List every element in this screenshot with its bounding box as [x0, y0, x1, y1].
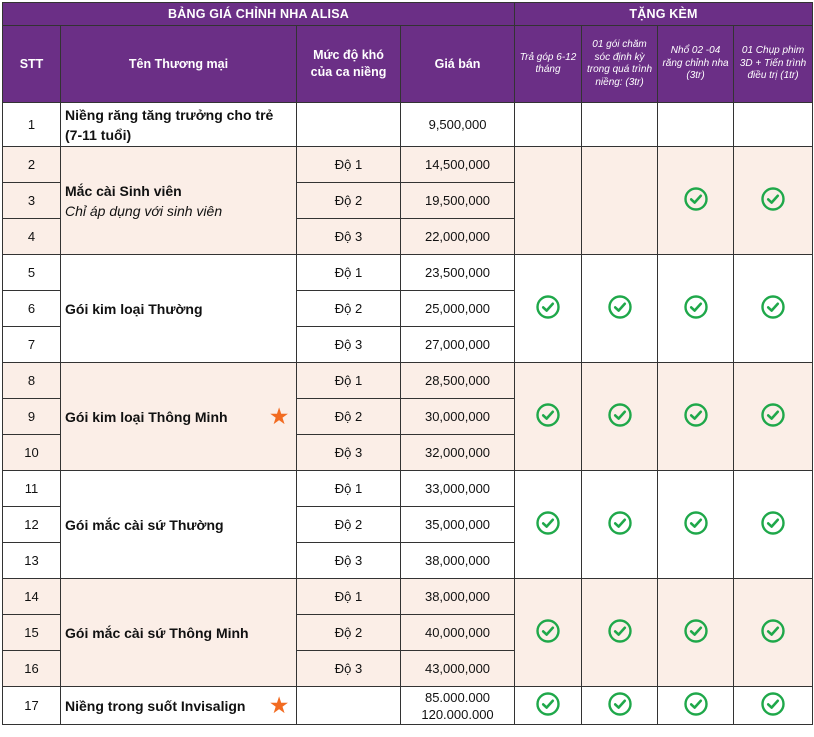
table-row [3, 687, 813, 725]
price-cell: 40,000,000 [401, 615, 515, 651]
price-cell: 28,500,000 [401, 363, 515, 399]
product-name-cell [61, 103, 297, 147]
price-line: 120.000.000 [421, 706, 494, 722]
check-circle-icon [536, 692, 560, 716]
level-cell [297, 103, 401, 147]
col-level-header [297, 26, 401, 103]
stt-cell: 1 [3, 103, 61, 147]
gift-3d-scan-cell [734, 471, 813, 579]
check-circle-icon [608, 619, 632, 643]
check-circle-icon [761, 187, 785, 211]
level-cell: Độ 1 [297, 579, 401, 615]
check-circle-icon [684, 511, 708, 535]
level-cell: Độ 2 [297, 615, 401, 651]
price-cell: 38,000,000 [401, 579, 515, 615]
price-cell: 38,000,000 [401, 543, 515, 579]
table-row [3, 255, 813, 291]
stt-cell: 2 [3, 147, 61, 183]
check-circle-icon [536, 511, 560, 535]
product-name: Mắc cài Sinh viên [65, 182, 182, 199]
gift-care-cell [582, 363, 658, 471]
price-cell: 25,000,000 [401, 291, 515, 327]
price-cell [401, 687, 515, 725]
gift-extraction-cell [658, 579, 734, 687]
stt-cell: 6 [3, 291, 61, 327]
level-cell: Độ 3 [297, 327, 401, 363]
table-row [3, 579, 813, 615]
product-name-cell [61, 363, 297, 471]
gift-extraction-cell [658, 103, 734, 147]
table-body [3, 103, 813, 725]
product-name: Gói mắc cài sứ Thông Minh [65, 624, 249, 641]
gift-col-care: 01 gói chăm sóc định kỳ trong quá trình niềng: (3tr) [582, 26, 658, 103]
level-cell [297, 687, 401, 725]
table-row [3, 147, 813, 183]
price-table [2, 2, 813, 725]
table-row [3, 363, 813, 399]
product-name: Niềng răng tăng trưởng cho trẻ (7-11 tuổi) [65, 106, 274, 143]
product-name-cell [61, 255, 297, 363]
gift-care-cell [582, 687, 658, 725]
table-row [3, 471, 813, 507]
gift-extraction-cell [658, 147, 734, 255]
check-circle-icon [608, 403, 632, 427]
level-cell: Độ 1 [297, 363, 401, 399]
check-circle-icon [536, 403, 560, 427]
price-cell: 27,000,000 [401, 327, 515, 363]
star-icon: ★ [270, 405, 288, 428]
check-circle-icon [536, 619, 560, 643]
star-icon: ★ [270, 694, 288, 717]
col-price-header: Giá bán [401, 26, 515, 103]
stt-cell: 9 [3, 399, 61, 435]
check-circle-icon [684, 403, 708, 427]
stt-cell: 16 [3, 651, 61, 687]
product-name: Gói kim loại Thông Minh [65, 408, 228, 425]
level-cell: Độ 3 [297, 219, 401, 255]
price-cell: 9,500,000 [401, 103, 515, 147]
check-circle-icon [684, 692, 708, 716]
gift-extraction-cell [658, 255, 734, 363]
check-circle-icon [608, 295, 632, 319]
stt-cell: 4 [3, 219, 61, 255]
product-name-cell [61, 687, 297, 725]
stt-cell: 10 [3, 435, 61, 471]
product-name-cell [61, 147, 297, 255]
check-circle-icon [761, 692, 785, 716]
check-circle-icon [684, 619, 708, 643]
price-cell: 33,000,000 [401, 471, 515, 507]
check-circle-icon [761, 619, 785, 643]
check-circle-icon [536, 295, 560, 319]
gift-care-cell [582, 579, 658, 687]
gift-3d-scan-cell [734, 363, 813, 471]
table-row [3, 103, 813, 147]
stt-cell: 3 [3, 183, 61, 219]
stt-cell: 5 [3, 255, 61, 291]
gift-care-cell [582, 255, 658, 363]
check-circle-icon [761, 295, 785, 319]
gift-col-3d-scan: 01 Chụp phim 3D + Tiến trình điều trị (1tr) [734, 26, 813, 103]
gift-installment-cell [515, 579, 582, 687]
check-circle-icon [684, 295, 708, 319]
level-cell: Độ 2 [297, 507, 401, 543]
price-cell: 14,500,000 [401, 147, 515, 183]
stt-cell: 12 [3, 507, 61, 543]
price-cell: 35,000,000 [401, 507, 515, 543]
gift-installment-cell [515, 255, 582, 363]
gift-extraction-cell [658, 363, 734, 471]
level-cell: Độ 3 [297, 651, 401, 687]
check-circle-icon [608, 692, 632, 716]
level-cell: Độ 2 [297, 399, 401, 435]
product-note: Chỉ áp dụng với sinh viên [65, 202, 223, 219]
level-cell: Độ 2 [297, 291, 401, 327]
price-cell: 23,500,000 [401, 255, 515, 291]
gift-col-extraction: Nhổ 02 -04 răng chỉnh nha (3tr) [658, 26, 734, 103]
price-cell: 43,000,000 [401, 651, 515, 687]
gift-installment-cell [515, 471, 582, 579]
check-circle-icon [608, 511, 632, 535]
gift-extraction-cell [658, 687, 734, 725]
stt-cell: 14 [3, 579, 61, 615]
stt-cell: 8 [3, 363, 61, 399]
stt-cell: 17 [3, 687, 61, 725]
check-circle-icon [761, 403, 785, 427]
gift-3d-scan-cell [734, 579, 813, 687]
check-circle-icon [761, 511, 785, 535]
price-cell: 22,000,000 [401, 219, 515, 255]
stt-cell: 15 [3, 615, 61, 651]
gift-installment-cell [515, 363, 582, 471]
col-stt-header: STT [3, 26, 61, 103]
gift-installment-cell [515, 103, 582, 147]
gift-installment-cell [515, 687, 582, 725]
stt-cell: 13 [3, 543, 61, 579]
gift-care-cell [582, 103, 658, 147]
gift-extraction-cell [658, 471, 734, 579]
gift-title: TẶNG KÈM [515, 3, 813, 26]
gift-3d-scan-cell [734, 255, 813, 363]
product-name: Gói kim loại Thường [65, 300, 203, 317]
product-name-cell [61, 471, 297, 579]
col-name-header: Tên Thương mại [61, 26, 297, 103]
gift-care-cell [582, 147, 658, 255]
level-cell: Độ 3 [297, 435, 401, 471]
level-cell: Độ 2 [297, 183, 401, 219]
level-cell: Độ 1 [297, 471, 401, 507]
gift-col-installment: Trả góp 6-12 tháng [515, 26, 582, 103]
product-name: Gói mắc cài sứ Thường [65, 516, 224, 533]
gift-3d-scan-cell [734, 687, 813, 725]
check-circle-icon [684, 187, 708, 211]
col-level-line-1: Mức độ khó [313, 48, 384, 62]
table-title: BẢNG GIÁ CHỈNH NHA ALISA [3, 3, 515, 26]
level-cell: Độ 3 [297, 543, 401, 579]
gift-installment-cell [515, 147, 582, 255]
col-level-line-2: của ca niềng [310, 65, 387, 79]
stt-cell: 7 [3, 327, 61, 363]
stt-cell: 11 [3, 471, 61, 507]
product-name-cell [61, 579, 297, 687]
gift-3d-scan-cell [734, 147, 813, 255]
level-cell: Độ 1 [297, 255, 401, 291]
level-cell: Độ 1 [297, 147, 401, 183]
price-cell: 32,000,000 [401, 435, 515, 471]
price-line: 85.000.000 [424, 689, 491, 705]
gift-care-cell [582, 471, 658, 579]
price-cell: 30,000,000 [401, 399, 515, 435]
product-name: Niềng trong suốt Invisalign [65, 697, 246, 714]
price-cell: 19,500,000 [401, 183, 515, 219]
gift-3d-scan-cell [734, 103, 813, 147]
